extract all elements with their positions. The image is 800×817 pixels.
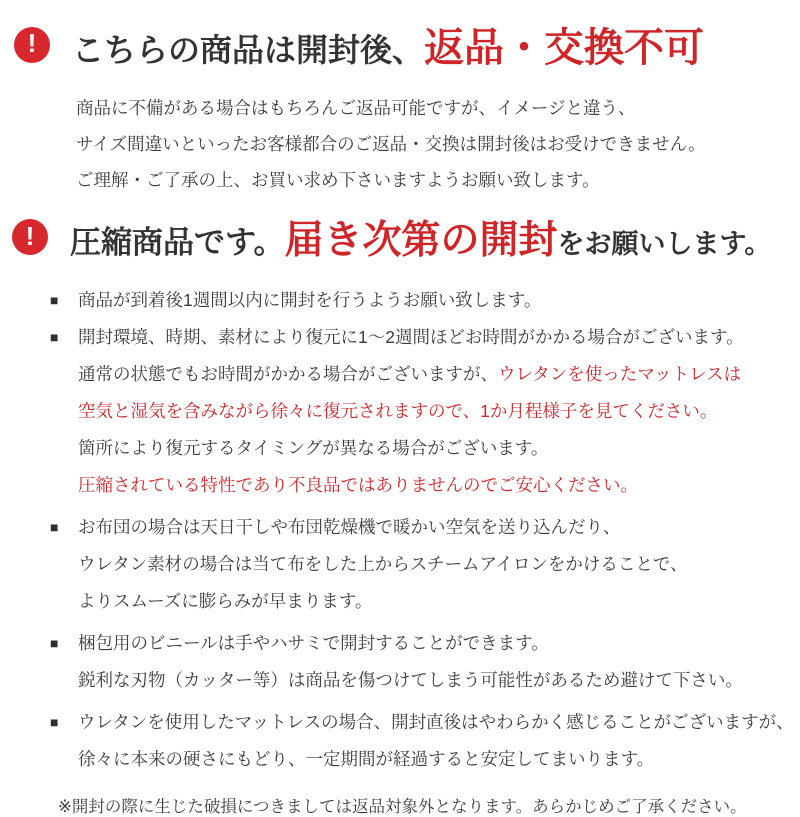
notice-line <box>50 429 800 466</box>
notice-line <box>50 740 800 777</box>
notice-line: 商品に不備がある場合はもちろんご返品可能ですが、イメージと違う、 <box>76 97 636 118</box>
section1-heading <box>72 16 704 73</box>
notice-line <box>50 392 800 429</box>
footnote: ※開封の際に生じた破損につきましては返品対象外となります。あらかじめご了承ください。 <box>58 798 747 816</box>
notice-text: ウレタン素材の場合は当て布をした上からスチームアイロンをかけることで、 <box>78 554 688 574</box>
section1-body <box>76 89 800 197</box>
notice-text: 開封環境、時期、素材により復元に1～2週間ほどお時間がかかる場合がございます。 <box>78 327 744 347</box>
product-notice-page <box>0 16 800 816</box>
notice-line <box>50 281 800 318</box>
notice-line: ご理解・ご了承の上、お買い求め下さいますようお願い致します。 <box>76 169 600 190</box>
bullet-icon: ■ <box>50 518 59 535</box>
warning-icon <box>14 27 50 63</box>
notice-line <box>50 582 800 619</box>
section1-heading-black: こちらの商品は開封後、 <box>72 32 425 68</box>
section2-body <box>0 281 800 777</box>
warning-icon <box>12 219 48 255</box>
notice-text-red: 圧縮されている特性であり不良品ではありませんのでご安心ください。 <box>78 475 638 495</box>
notice-line <box>50 318 800 355</box>
bullet-icon: ■ <box>50 328 59 345</box>
notice-line <box>50 545 800 582</box>
notice-text: 商品が到着後1週間以内に開封を行うようお願い致します。 <box>78 290 542 310</box>
bullet-icon: ■ <box>50 291 59 308</box>
notice-line <box>50 355 800 392</box>
warning-icon-glyph: ! <box>27 28 37 58</box>
notice-text: 鋭利な刃物（カッター等）は商品を傷つけてしまう可能性があるため避けて下さい。 <box>78 670 743 690</box>
notice-text: ウレタンを使用したマットレスの場合、開封直後はやわらかく感じることがございますが、 <box>78 712 794 732</box>
section2-header <box>12 209 800 265</box>
notice-text: 通常の状態でもお時間がかかる場合がございますが、 <box>78 364 498 384</box>
notice-line <box>50 661 800 698</box>
section2-heading-red: 届き次第の開封 <box>284 219 558 262</box>
section2-heading-black1: 圧縮商品です。 <box>70 225 285 260</box>
notice-line <box>50 508 800 545</box>
notice-text: お布団の場合は天日干しや布団乾燥機で暖かい空気を送り込んだり、 <box>78 517 621 537</box>
bullet-icon: ■ <box>50 634 59 651</box>
notice-line: サイズ間違いといったお客様都合のご返品・交換は開封後はお受けできません。 <box>76 133 706 154</box>
bullet-icon: ■ <box>50 713 59 730</box>
notice-text: 梱包用のビニールは手やハサミで開封することができます。 <box>78 633 549 653</box>
notice-text-red: 空気と湿気を含みながら徐々に復元されますので、1か月程様子を見てください。 <box>78 401 718 421</box>
section2-heading-black2: をお願いします。 <box>557 229 772 259</box>
notice-line <box>50 624 800 661</box>
notice-text: よりスムーズに膨らみが早まります。 <box>78 591 373 611</box>
notice-text: 箇所により復元するタイミングが異なる場合がございます。 <box>78 438 549 458</box>
section1-heading-red: 返品・交換不可 <box>424 26 705 70</box>
notice-line <box>50 703 800 740</box>
warning-icon-glyph: ! <box>25 220 35 251</box>
section2-heading <box>70 209 771 265</box>
notice-line <box>50 466 800 503</box>
notice-text-red: ウレタンを使ったマットレスは <box>498 364 742 384</box>
section1-header <box>14 16 800 73</box>
notice-text: 徐々に本来の硬さにもどり、一定期間が経過すると安定してまいります。 <box>78 749 655 769</box>
